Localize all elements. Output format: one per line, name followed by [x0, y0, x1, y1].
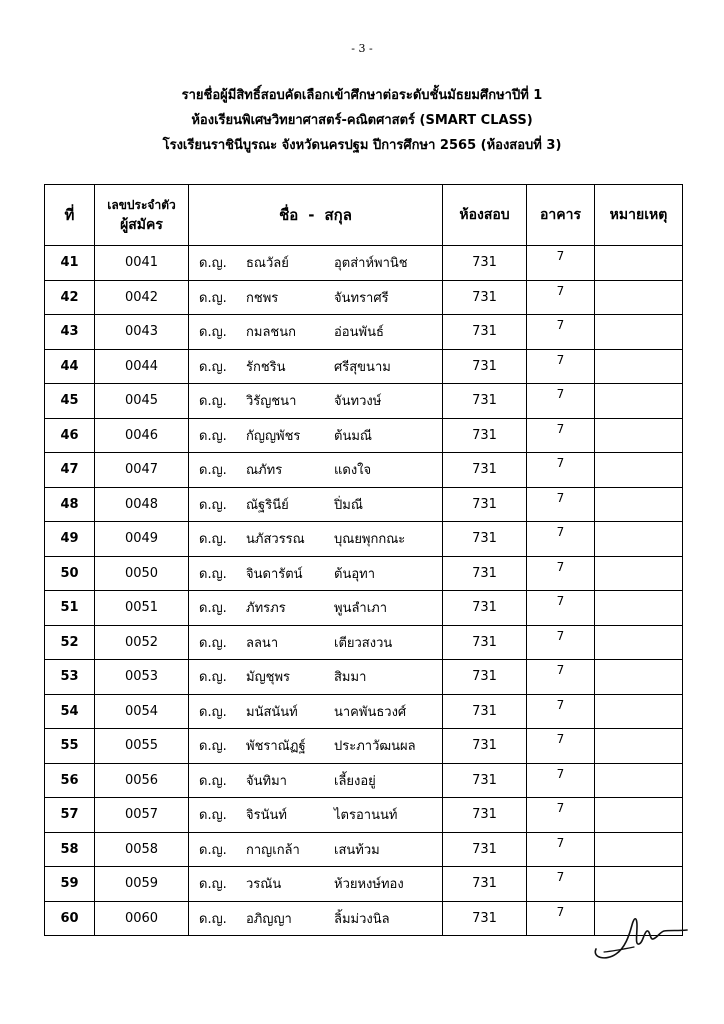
heading-program: ห้องเรียนพิเศษวิทยาศาสตร์-คณิตศาสตร์ (SMART CLASS) [191, 113, 533, 128]
cell-applicant-id: 0053 [95, 660, 189, 695]
surname: ลิ้มม่วงนิล [334, 911, 390, 927]
cell-remark [595, 315, 683, 350]
cell-applicant-id: 0045 [95, 384, 189, 419]
cell-building [527, 591, 595, 626]
cell-applicant-id: 0042 [95, 280, 189, 315]
name-prefix: ด.ญ. [199, 842, 227, 858]
surname: ประภาวัฒนผล [334, 739, 416, 755]
cell-exam-room: 731 [443, 246, 527, 281]
header-exam-room: ห้องสอบ [443, 185, 527, 246]
cell-name [189, 418, 443, 453]
cell-name [189, 556, 443, 591]
first-name: มัญชุพร [246, 670, 291, 686]
cell-no: 56 [45, 763, 95, 798]
cell-no: 52 [45, 625, 95, 660]
cell-no: 55 [45, 729, 95, 764]
first-name: รักชริน [246, 359, 286, 375]
cell-applicant-id: 0051 [95, 591, 189, 626]
cell-no: 44 [45, 349, 95, 384]
cell-no: 50 [45, 556, 95, 591]
cell-no: 59 [45, 867, 95, 902]
cell-remark [595, 384, 683, 419]
cell-name [189, 246, 443, 281]
cell-exam-room: 731 [443, 901, 527, 936]
cell-building [527, 315, 595, 350]
name-prefix: ด.ญ. [199, 911, 227, 927]
first-name: จิรนันท์ [246, 808, 287, 824]
name-prefix: ด.ญ. [199, 739, 227, 755]
cell-applicant-id: 0060 [95, 901, 189, 936]
cell-applicant-id: 0058 [95, 832, 189, 867]
cell-name [189, 832, 443, 867]
cell-no: 47 [45, 453, 95, 488]
first-name: มนัสนันท์ [246, 704, 298, 720]
cell-remark [595, 349, 683, 384]
cell-exam-room: 731 [443, 763, 527, 798]
building-value: 7 [556, 490, 565, 505]
building-value: 7 [556, 801, 565, 815]
surname: เตียวสงวน [334, 635, 393, 651]
cell-building [527, 384, 595, 419]
surname: พูนลำเภา [334, 601, 388, 617]
building-value: 7 [556, 594, 565, 608]
name-prefix: ด.ญ. [199, 290, 227, 306]
table-row [45, 694, 683, 729]
surname: อ่อนพันธ์ [334, 325, 384, 341]
cell-no: 43 [45, 315, 95, 350]
signature-mark [590, 905, 690, 963]
cell-name [189, 798, 443, 833]
surname: อุตส่าห์พานิช [334, 256, 408, 272]
table-row [45, 901, 683, 936]
table-row [45, 660, 683, 695]
building-value: 7 [556, 249, 565, 263]
cell-no: 60 [45, 901, 95, 936]
cell-name [189, 729, 443, 764]
name-prefix: ด.ญ. [199, 773, 227, 789]
table-row [45, 280, 683, 315]
name-prefix: ด.ญ. [199, 877, 227, 893]
surname: ต้นมณี [334, 428, 372, 444]
name-prefix: ด.ญ. [199, 394, 227, 410]
surname: แดงใจ [334, 463, 372, 479]
surname: จันทวงษ์ [334, 394, 382, 410]
name-prefix: ด.ญ. [199, 704, 227, 720]
cell-name [189, 487, 443, 522]
cell-no: 57 [45, 798, 95, 833]
first-name: ภัทรภร [246, 601, 286, 617]
first-name: จันทิมา [246, 773, 287, 789]
first-name: ณภัทร [246, 463, 283, 479]
cell-building [527, 487, 595, 522]
cell-remark [595, 487, 683, 522]
cell-remark [595, 798, 683, 833]
surname: ห้วยหงษ์ทอง [334, 877, 404, 893]
name-prefix: ด.ญ. [199, 428, 227, 444]
cell-applicant-id: 0056 [95, 763, 189, 798]
cell-name [189, 349, 443, 384]
cell-name [189, 522, 443, 557]
table-row [45, 487, 683, 522]
cell-remark [595, 694, 683, 729]
cell-applicant-id: 0044 [95, 349, 189, 384]
first-name: กชพร [246, 290, 279, 306]
cell-remark [595, 280, 683, 315]
name-prefix: ด.ญ. [199, 566, 227, 582]
cell-remark [595, 832, 683, 867]
table-row [45, 867, 683, 902]
cell-applicant-id: 0055 [95, 729, 189, 764]
first-name: ลลนา [246, 635, 279, 651]
first-name: พัชราณัฏฐ์ [246, 739, 306, 755]
cell-exam-room: 731 [443, 487, 527, 522]
cell-remark [595, 556, 683, 591]
cell-no: 42 [45, 280, 95, 315]
cell-no: 54 [45, 694, 95, 729]
header-no: ที่ [45, 185, 95, 246]
building-value: 7 [556, 835, 565, 850]
cell-remark [595, 453, 683, 488]
cell-building [527, 556, 595, 591]
table-row [45, 729, 683, 764]
cell-applicant-id: 0050 [95, 556, 189, 591]
cell-building [527, 349, 595, 384]
cell-remark [595, 763, 683, 798]
cell-building [527, 901, 595, 936]
cell-building [527, 729, 595, 764]
cell-remark [595, 625, 683, 660]
surname: สิมมา [334, 670, 367, 686]
cell-no: 51 [45, 591, 95, 626]
cell-exam-room: 731 [443, 625, 527, 660]
cell-exam-room: 731 [443, 522, 527, 557]
table-row [45, 556, 683, 591]
first-name: กมลชนก [246, 325, 296, 341]
first-name: วิรัญชนา [246, 394, 297, 410]
cell-exam-room: 731 [443, 349, 527, 384]
building-value: 7 [556, 628, 565, 643]
building-value: 7 [556, 421, 565, 436]
cell-building [527, 246, 595, 281]
name-prefix: ด.ญ. [199, 325, 227, 341]
name-prefix: ด.ญ. [199, 359, 227, 375]
cell-building [527, 694, 595, 729]
header-applicant-id-line1: เลขประจำตัว [107, 198, 176, 212]
building-value: 7 [556, 525, 565, 539]
building-value: 7 [556, 283, 565, 298]
table-row [45, 315, 683, 350]
name-prefix: ด.ญ. [199, 601, 227, 617]
first-name: ธณวัลย์ [246, 256, 289, 272]
cell-remark [595, 522, 683, 557]
table-row [45, 625, 683, 660]
cell-no: 58 [45, 832, 95, 867]
page-number: - 3 - [351, 42, 373, 55]
building-value: 7 [556, 870, 565, 884]
header-applicant-id-line2: ผู้สมัคร [120, 217, 163, 233]
building-value: 7 [556, 904, 565, 919]
cell-building [527, 453, 595, 488]
cell-building [527, 418, 595, 453]
cell-name [189, 867, 443, 902]
cell-name [189, 625, 443, 660]
cell-name [189, 315, 443, 350]
name-prefix: ด.ญ. [199, 497, 227, 513]
cell-no: 53 [45, 660, 95, 695]
cell-name [189, 660, 443, 695]
first-name: วรณัน [246, 877, 282, 893]
cell-building [527, 660, 595, 695]
building-value: 7 [556, 732, 565, 746]
cell-building [527, 625, 595, 660]
cell-remark [595, 246, 683, 281]
cell-exam-room: 731 [443, 315, 527, 350]
cell-exam-room: 731 [443, 591, 527, 626]
cell-name [189, 591, 443, 626]
first-name: กัญญพัชร [246, 428, 301, 444]
name-prefix: ด.ญ. [199, 256, 227, 272]
header-name-separator: - [308, 206, 315, 224]
building-value: 7 [556, 456, 565, 470]
table-row [45, 763, 683, 798]
cell-applicant-id: 0047 [95, 453, 189, 488]
cell-exam-room: 731 [443, 280, 527, 315]
table-row [45, 349, 683, 384]
cell-building [527, 867, 595, 902]
building-value: 7 [556, 352, 565, 367]
cell-exam-room: 731 [443, 556, 527, 591]
cell-name [189, 694, 443, 729]
cell-applicant-id: 0054 [95, 694, 189, 729]
surname: ศรีสุขนาม [334, 359, 391, 375]
cell-building [527, 522, 595, 557]
table-row [45, 798, 683, 833]
building-value: 7 [556, 697, 565, 712]
cell-applicant-id: 0048 [95, 487, 189, 522]
table-row [45, 832, 683, 867]
cell-name [189, 280, 443, 315]
cell-exam-room: 731 [443, 798, 527, 833]
cell-building [527, 280, 595, 315]
building-value: 7 [556, 318, 565, 332]
cell-name [189, 763, 443, 798]
first-name: จินดารัตน์ [246, 566, 303, 582]
cell-remark [595, 591, 683, 626]
surname: ต้นอุทา [334, 566, 376, 582]
name-prefix: ด.ญ. [199, 635, 227, 651]
first-name: ณัฐรินีย์ [246, 497, 289, 513]
header-applicant-id [95, 185, 189, 246]
header-remark: หมายเหตุ [595, 185, 683, 246]
table-row [45, 384, 683, 419]
cell-name [189, 453, 443, 488]
building-value: 7 [556, 387, 565, 401]
building-value: 7 [556, 559, 565, 574]
cell-no: 46 [45, 418, 95, 453]
table-header-row [45, 185, 683, 246]
table-row [45, 418, 683, 453]
header-building: อาคาร [527, 185, 595, 246]
surname: ปิ่มณี [334, 497, 363, 513]
surname: บุณยพุกกณะ [334, 532, 406, 548]
cell-building [527, 798, 595, 833]
header-first-name: ชื่อ [279, 206, 299, 224]
cell-no: 41 [45, 246, 95, 281]
cell-no: 49 [45, 522, 95, 557]
heading-school: โรงเรียนราชินีบูรณะ จังหวัดนครปฐม ปีการศึกษา 2565 (ห้องสอบที่ 3) [162, 138, 562, 153]
cell-exam-room: 731 [443, 384, 527, 419]
name-prefix: ด.ญ. [199, 808, 227, 824]
cell-exam-room: 731 [443, 660, 527, 695]
header-surname: สกุล [324, 206, 352, 224]
table-row [45, 246, 683, 281]
cell-applicant-id: 0049 [95, 522, 189, 557]
header-name [189, 185, 443, 246]
cell-name [189, 901, 443, 936]
table-row [45, 453, 683, 488]
cell-exam-room: 731 [443, 453, 527, 488]
cell-remark [595, 660, 683, 695]
name-prefix: ด.ญ. [199, 532, 227, 548]
cell-exam-room: 731 [443, 694, 527, 729]
cell-exam-room: 731 [443, 832, 527, 867]
table-row [45, 522, 683, 557]
cell-applicant-id: 0057 [95, 798, 189, 833]
first-name: กาญเกล้า [246, 842, 300, 858]
name-prefix: ด.ญ. [199, 463, 227, 479]
cell-exam-room: 731 [443, 867, 527, 902]
cell-applicant-id: 0052 [95, 625, 189, 660]
cell-applicant-id: 0059 [95, 867, 189, 902]
first-name: นภัสวรรณ [246, 532, 305, 548]
cell-remark [595, 729, 683, 764]
cell-exam-room: 731 [443, 418, 527, 453]
surname: นาคพันธวงศ์ [334, 704, 407, 720]
cell-building [527, 763, 595, 798]
cell-building [527, 832, 595, 867]
cell-applicant-id: 0043 [95, 315, 189, 350]
cell-remark [595, 418, 683, 453]
cell-applicant-id: 0046 [95, 418, 189, 453]
first-name: อภิญญา [246, 911, 292, 927]
building-value: 7 [556, 766, 565, 781]
surname: เสนท้วม [334, 842, 380, 858]
cell-exam-room: 731 [443, 729, 527, 764]
heading-title: รายชื่อผู้มีสิทธิ์สอบคัดเลือกเข้าศึกษาต่อระดับชั้นมัธยมศึกษาปีที่ 1 [181, 88, 543, 103]
name-prefix: ด.ญ. [199, 670, 227, 686]
surname: เลี้ยงอยู่ [334, 773, 376, 789]
surname: จันทราศรี [334, 290, 389, 306]
surname: ไตรอานนท์ [334, 808, 398, 824]
building-value: 7 [556, 663, 565, 677]
table-row [45, 591, 683, 626]
cell-applicant-id: 0041 [95, 246, 189, 281]
cell-no: 48 [45, 487, 95, 522]
cell-no: 45 [45, 384, 95, 419]
applicant-table [44, 184, 683, 936]
cell-name [189, 384, 443, 419]
cell-remark [595, 867, 683, 902]
